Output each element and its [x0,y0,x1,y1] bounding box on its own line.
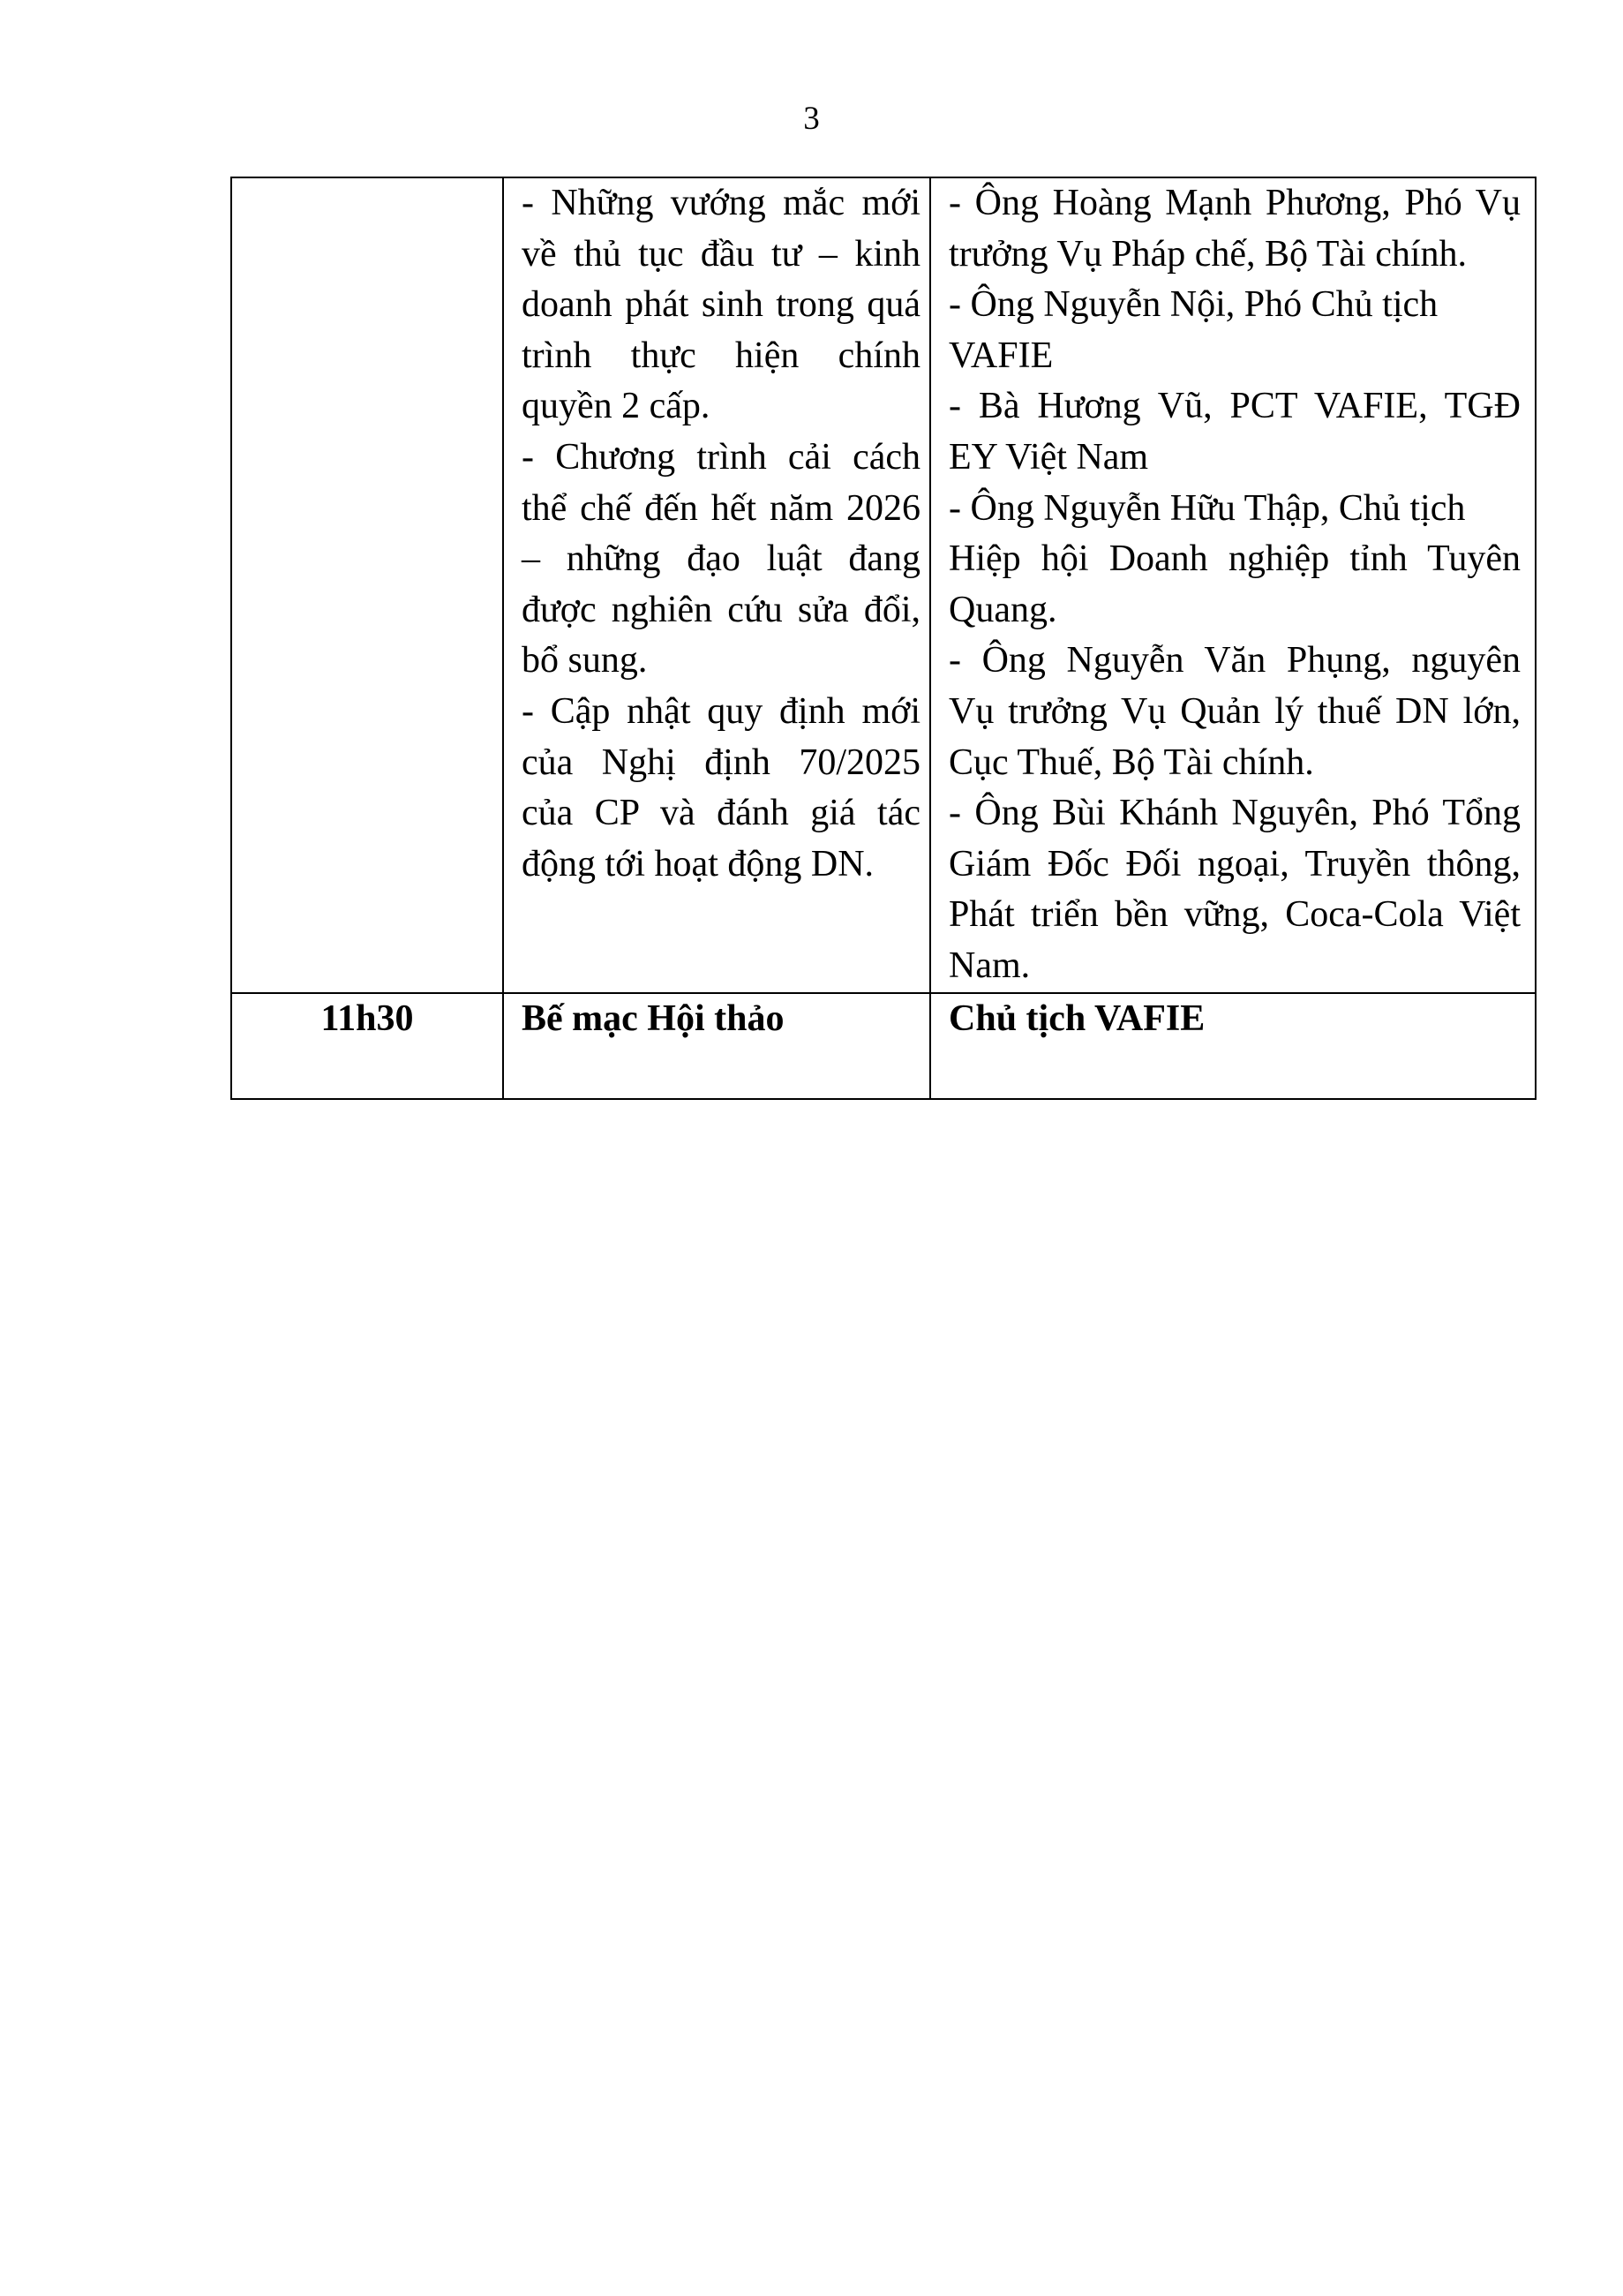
topic-line: - Chương trình cải cách [522,436,920,478]
time-cell [231,177,503,993]
time-cell: 11h30 [231,993,503,1099]
speaker-cell [930,177,1536,993]
topic-line: của CP và đánh giá tác [522,793,920,834]
topic-line: bổ sung. [522,640,648,681]
topic-line: - Những vướng mắc mới [522,183,920,223]
speaker-line: Giám Đốc Đối ngoại, Truyền thông, [949,843,1521,885]
speaker-line: - Ông Nguyễn Văn Phụng, nguyên [949,640,1521,681]
speaker-line: - Ông Hoàng Mạnh Phương, Phó Vụ [949,183,1521,223]
speaker-line: - Bà Hương Vũ, PCT VAFIE, TGĐ [949,386,1521,427]
table-row [231,177,1536,993]
topic-line: thể chế đến hết năm 2026 [522,487,920,529]
speaker-line: VAFIE [949,335,1054,376]
topic-line: - Cập nhật quy định mới [522,690,920,732]
speaker-cell: Chủ tịch VAFIE [930,993,1536,1099]
speaker-line: Quang. [949,589,1057,630]
topic-line: trình thực hiện chính [522,335,920,376]
topic-line: của Nghị định 70/2025 [522,741,920,783]
speaker-line: EY Việt Nam [949,436,1149,478]
speaker-line: trưởng Vụ Pháp chế, Bộ Tài chính. [949,233,1468,275]
topic-cell: Bế mạc Hội thảo [503,993,930,1099]
speaker-line: - Ông Nguyễn Hữu Thập, Chủ tịch [949,487,1466,529]
topic-line: về thủ tục đầu tư – kinh [522,233,920,275]
topic-line: được nghiên cứu sửa đổi, [522,589,920,630]
speaker-line: Nam. [949,945,1031,986]
speaker-line: - Ông Nguyễn Nội, Phó Chủ tịch [949,284,1439,326]
speaker-line: Vụ trưởng Vụ Quản lý thuế DN lớn, [949,690,1521,732]
topic-line: động tới hoạt động DN. [522,843,875,885]
speaker-line: Phát triển bền vững, Coca-Cola Việt [949,894,1521,936]
agenda-table [230,177,1537,1100]
speaker-line: - Ông Bùi Khánh Nguyên, Phó Tổng [949,793,1521,834]
speaker-line: Cục Thuế, Bộ Tài chính. [949,741,1314,783]
topic-line: doanh phát sinh trong quá [522,284,920,326]
speaker-line: Hiệp hội Doanh nghiệp tỉnh Tuyên [949,538,1521,580]
page-number: 3 [803,101,820,137]
topic-line: – những đạo luật đang [522,538,920,580]
topic-cell [503,177,930,993]
topic-line: quyền 2 cấp. [522,386,710,427]
table-row [231,993,1536,1099]
